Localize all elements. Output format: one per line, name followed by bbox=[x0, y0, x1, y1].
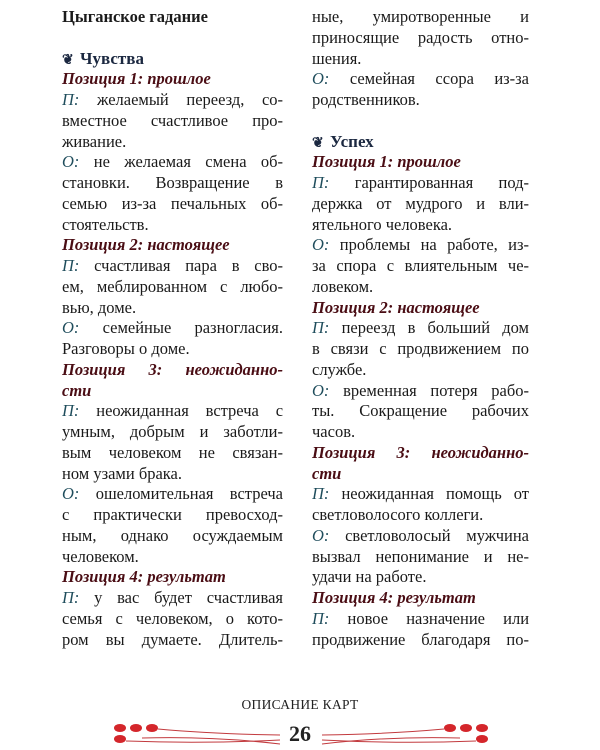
meaning-label: П: bbox=[62, 401, 80, 421]
text-line bbox=[312, 567, 529, 588]
position-heading: Позиция 1: прошлое bbox=[312, 152, 461, 172]
line-text: светловолосого коллеги. bbox=[312, 505, 484, 524]
text-line bbox=[312, 28, 529, 49]
line-text: ные, умиротворенные и bbox=[312, 7, 529, 26]
meaning-label: О: bbox=[62, 152, 80, 172]
fleuron-icon: ❦ bbox=[312, 135, 324, 151]
section-heading-text: Успех bbox=[330, 131, 374, 151]
line-text: семейные разногласия. bbox=[102, 318, 283, 338]
text-line bbox=[312, 235, 529, 256]
line-text: стоятельств. bbox=[62, 214, 149, 234]
section-heading bbox=[312, 132, 529, 153]
text-line bbox=[312, 277, 529, 298]
line-text: человеком. bbox=[62, 546, 139, 566]
line-text: счастливая пара в сво- bbox=[94, 256, 283, 275]
line-text: семья с человеком, о кото- bbox=[62, 608, 283, 628]
line-text: родственников. bbox=[312, 90, 420, 109]
text-line bbox=[312, 526, 529, 547]
text-line bbox=[62, 132, 283, 153]
text-line bbox=[312, 318, 529, 339]
text-line bbox=[62, 422, 283, 443]
meaning-label: П: bbox=[312, 608, 330, 628]
meaning-label: П: bbox=[312, 173, 330, 192]
blank-line bbox=[312, 111, 529, 132]
position-heading: Позиция 2: настоящее bbox=[312, 297, 480, 317]
text-line bbox=[62, 588, 283, 609]
line-text: часов. bbox=[312, 422, 356, 441]
text-line bbox=[62, 277, 283, 298]
meaning-label: П: bbox=[62, 588, 80, 607]
line-text: ным, однако осуждаемым bbox=[62, 525, 283, 545]
line-text: ты. Сокращение рабочих bbox=[312, 401, 529, 421]
meaning-label: П: bbox=[62, 90, 80, 109]
line-text: шения. bbox=[312, 48, 362, 68]
fleuron-icon: ❦ bbox=[62, 52, 74, 68]
text-line bbox=[312, 49, 529, 70]
text-line bbox=[312, 194, 529, 215]
line-text: службе. bbox=[312, 359, 367, 379]
line-text: ем, меблированном с любо- bbox=[62, 276, 283, 296]
line-text: держка от мудрого и вли- bbox=[312, 193, 529, 213]
line-text: временная потеря рабо- bbox=[343, 380, 529, 400]
position-heading: сти bbox=[62, 380, 92, 400]
text-line bbox=[62, 609, 283, 630]
position-heading: сти bbox=[312, 463, 342, 483]
text-line bbox=[312, 173, 529, 194]
line-text: удачи на работе. bbox=[312, 567, 427, 587]
line-text: ром вы думаете. Длитель- bbox=[62, 629, 283, 649]
section-heading-text: Чувства bbox=[80, 48, 144, 68]
line-text: ошеломительная встреча bbox=[95, 484, 283, 504]
left-column bbox=[62, 7, 283, 650]
line-text: вместное счастливое про- bbox=[62, 110, 283, 130]
text-line bbox=[62, 152, 283, 173]
text-line bbox=[62, 443, 283, 464]
line-text: неожиданная встреча с bbox=[96, 401, 283, 421]
line-text: семью из-за печальных об- bbox=[62, 193, 283, 213]
line-text: семейная ссора из-за bbox=[349, 69, 529, 89]
line-text: ятельного человека. bbox=[312, 214, 453, 234]
text-line bbox=[62, 505, 283, 526]
text-line bbox=[62, 173, 283, 194]
meaning-label: О: bbox=[62, 484, 80, 504]
line-text: живание. bbox=[62, 131, 127, 151]
line-text: ном узами брака. bbox=[62, 463, 183, 483]
text-line bbox=[312, 422, 529, 443]
line-text: ловеком. bbox=[312, 276, 374, 296]
text-line bbox=[62, 484, 283, 505]
line-text: вым человеком не связан- bbox=[62, 442, 283, 462]
line-text: у вас будет счастливая bbox=[94, 588, 283, 607]
meaning-label: П: bbox=[312, 484, 330, 504]
position-heading: Позиция 3: неожиданно- bbox=[62, 359, 283, 379]
ornament-right bbox=[310, 720, 490, 748]
meaning-label: О: bbox=[312, 69, 330, 89]
text-line bbox=[312, 7, 529, 28]
position-heading: Позиция 2: настоящее bbox=[62, 235, 230, 255]
text-line bbox=[312, 69, 529, 90]
text-line bbox=[62, 339, 283, 360]
text-line bbox=[312, 360, 529, 381]
line-text: вызвал непонимание и не- bbox=[312, 546, 529, 566]
line-text: желаемый переезд, со- bbox=[97, 90, 283, 109]
text-line bbox=[62, 256, 283, 277]
text-line bbox=[312, 90, 529, 111]
text-line bbox=[62, 90, 283, 111]
text-line bbox=[62, 111, 283, 132]
meaning-label: П: bbox=[62, 256, 80, 275]
text-line bbox=[312, 215, 529, 236]
line-text: умным, добрым и заботли- bbox=[62, 422, 283, 441]
page-number: 26 bbox=[289, 721, 311, 746]
line-text: переезд в больший дом bbox=[341, 318, 529, 338]
right-column bbox=[312, 7, 529, 650]
text-line bbox=[62, 630, 283, 651]
meaning-label: О: bbox=[312, 525, 330, 545]
line-text: гарантированная под- bbox=[354, 173, 529, 192]
line-text: становки. Возвращение в bbox=[62, 173, 283, 192]
blank-line bbox=[62, 28, 283, 49]
line-text: Разговоры о доме. bbox=[62, 339, 190, 358]
text-line bbox=[312, 505, 529, 526]
text-line bbox=[62, 298, 283, 319]
line-text: новое назначение или bbox=[347, 608, 529, 628]
meaning-label: О: bbox=[62, 318, 80, 338]
text-line bbox=[62, 547, 283, 568]
line-text: приносящие радость отно- bbox=[312, 27, 529, 47]
text-line bbox=[62, 401, 283, 422]
line-text: продвижение благодаря по- bbox=[312, 629, 529, 649]
text-line bbox=[312, 484, 529, 505]
text-line bbox=[62, 464, 283, 485]
meaning-label: О: bbox=[312, 380, 330, 400]
text-line bbox=[312, 547, 529, 568]
position-heading: Позиция 1: прошлое bbox=[62, 69, 211, 89]
line-text: вью, доме. bbox=[62, 297, 137, 317]
text-line bbox=[62, 526, 283, 547]
text-line bbox=[312, 401, 529, 422]
text-line bbox=[312, 609, 529, 630]
position-heading: Позиция 4: результат bbox=[312, 588, 476, 607]
section-heading bbox=[62, 49, 283, 70]
text-line bbox=[62, 194, 283, 215]
text-line bbox=[312, 630, 529, 651]
text-line bbox=[312, 339, 529, 360]
meaning-label: П: bbox=[312, 318, 330, 338]
line-text: не желаемая смена об- bbox=[93, 152, 283, 172]
line-text: в связи с продвижением по bbox=[312, 339, 529, 358]
position-heading: Позиция 3: неожиданно- bbox=[312, 442, 529, 462]
position-heading: Позиция 4: результат bbox=[62, 567, 226, 587]
line-text: проблемы на работе, из- bbox=[339, 235, 529, 255]
line-text: неожиданная помощь от bbox=[341, 484, 529, 504]
line-text: за спора с влиятельным че- bbox=[312, 256, 529, 275]
text-line bbox=[312, 381, 529, 402]
meaning-label: О: bbox=[312, 235, 330, 255]
page-header-title: Цыганское гадание bbox=[62, 7, 208, 26]
line-text: светловолосый мужчина bbox=[345, 525, 529, 545]
line-text: с практически превосход- bbox=[62, 505, 283, 524]
text-line bbox=[62, 215, 283, 236]
text-line bbox=[62, 318, 283, 339]
running-footer-title: ОПИСАНИЕ КАРТ bbox=[241, 697, 359, 712]
text-line bbox=[312, 256, 529, 277]
